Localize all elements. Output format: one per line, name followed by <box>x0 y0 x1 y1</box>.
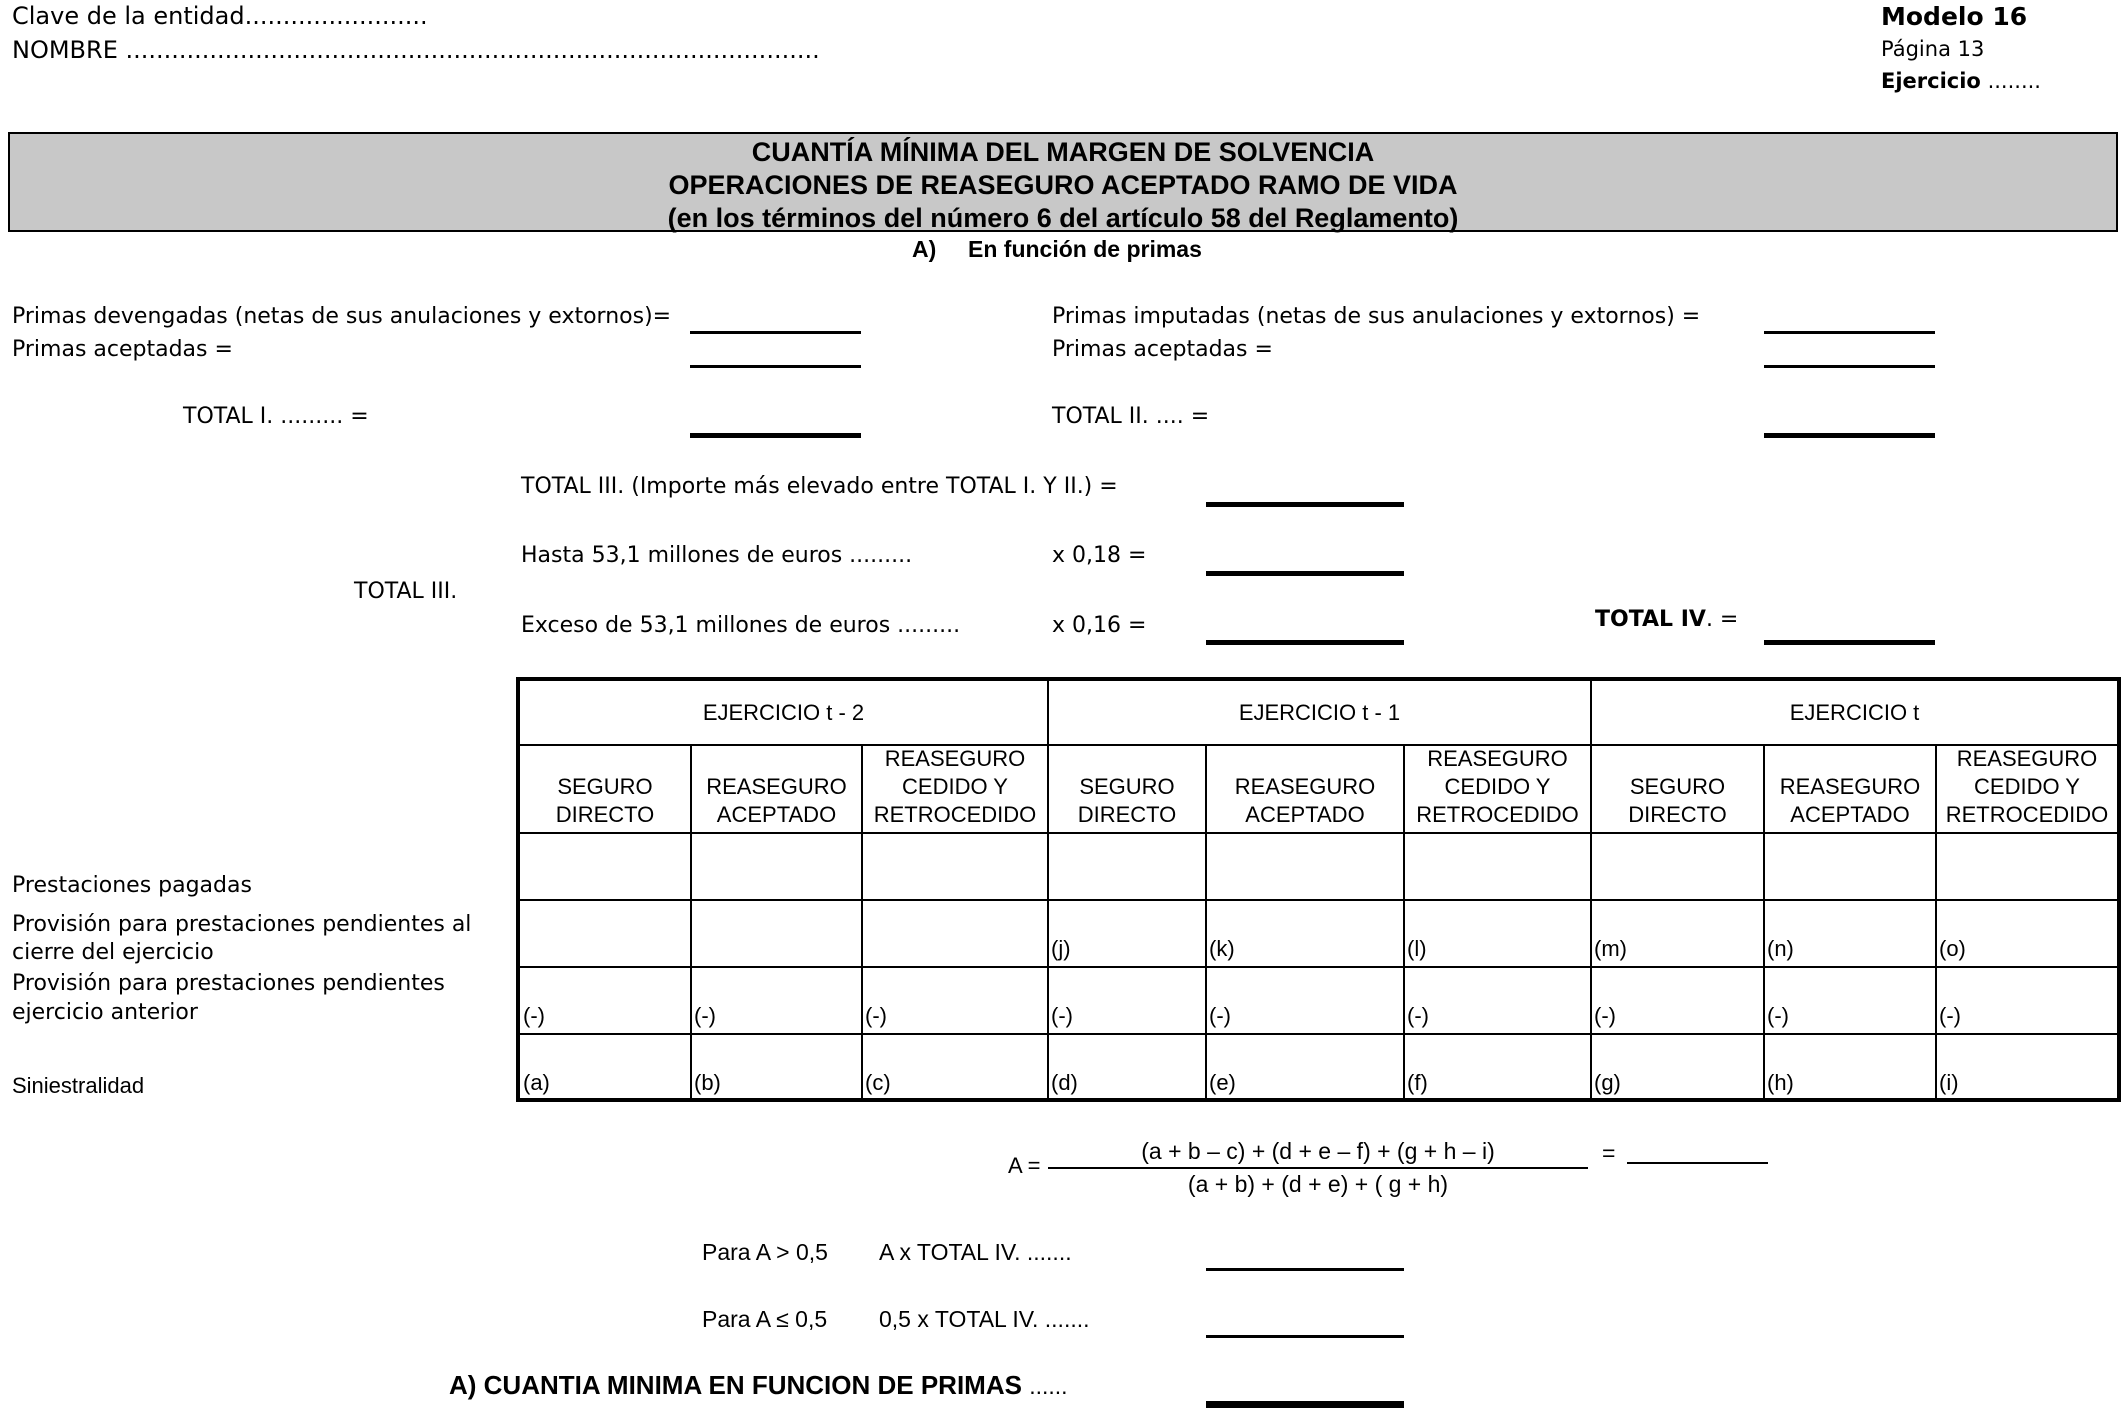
col-reaseguro-aceptado-t <box>1765 773 1935 829</box>
ejercicio-dots: ........ <box>1987 69 2041 93</box>
hasta-label: Hasta 53,1 millones de euros ......... <box>521 543 913 568</box>
nombre-field: NOMBRE ........................................................................................... <box>12 36 820 64</box>
tag-g: (g) <box>1594 1070 1621 1095</box>
tag-f: (f) <box>1407 1070 1428 1095</box>
table-hline <box>520 744 2117 746</box>
formula-numerator: (a + b – c) + (d + e – f) + (g + h – i) <box>1141 1138 1495 1164</box>
primas-aceptadas-right-field[interactable] <box>1764 365 1935 368</box>
col-header-line: ACEPTADO <box>716 802 837 827</box>
cell-prestaciones-t-2-seguro[interactable] <box>520 834 690 899</box>
section-a-heading: En función de primas <box>968 236 1202 262</box>
primas-devengadas-label: Primas devengadas (netas de sus anulaciones y extornos)= <box>12 304 672 329</box>
primas-aceptadas-left-label: Primas aceptadas = <box>12 337 233 362</box>
final-cuantia-bold: A) CUANTIA MINIMA EN FUNCION DE PRIMAS <box>449 1370 1022 1400</box>
col-header-line: SEGURO <box>557 774 653 799</box>
table-hline <box>520 1033 2117 1035</box>
ejercicio-label <box>1881 69 2041 93</box>
primas-aceptadas-right-label: Primas aceptadas = <box>1052 337 1273 362</box>
group-header-t-1: EJERCICIO t - 1 <box>1238 700 1401 725</box>
ejercicio-bold: Ejercicio <box>1881 69 1981 93</box>
total-iv-label <box>1595 607 1738 632</box>
col-reaseguro-aceptado-t-1 <box>1207 773 1403 829</box>
col-header-line: REASEGURO <box>1956 746 2098 771</box>
total-i-field[interactable] <box>690 433 861 438</box>
final-cuantia-field[interactable] <box>1206 1401 1404 1408</box>
cell-prestaciones-t-1-aceptado[interactable] <box>1207 834 1403 899</box>
total-iv-bold: TOTAL IV <box>1595 607 1706 632</box>
col-reaseguro-aceptado-t-2 <box>692 773 861 829</box>
col-header-line: DIRECTO <box>1077 802 1177 827</box>
col-header-line: ACEPTADO <box>1790 802 1910 827</box>
row-label-provision-cierre-2: cierre del ejercicio <box>12 940 214 965</box>
col-seguro-directo-t-2 <box>520 773 690 829</box>
total-iii-side-label: TOTAL III. <box>354 579 458 604</box>
col-header-line: ACEPTADO <box>1245 802 1365 827</box>
row-label-prestaciones: Prestaciones pagadas <box>12 873 252 898</box>
col-header-line: RETROCEDIDO <box>1416 802 1579 827</box>
col-header-line: REASEGURO <box>1427 746 1568 771</box>
col-header-line: REASEGURO <box>706 774 847 799</box>
exceso-label: Exceso de 53,1 millones de euros ......... <box>521 613 961 638</box>
col-header-line: DIRECTO <box>1628 802 1727 827</box>
total-iv-rest: . = <box>1705 607 1739 632</box>
total-iii-label: TOTAL III. (Importe más elevado entre TOTAL I. Y II.) = <box>521 474 1118 499</box>
final-cuantia-label <box>449 1370 1068 1401</box>
cell-prestaciones-t-2-cedido[interactable] <box>863 834 1047 899</box>
total-iii-field[interactable] <box>1206 502 1404 507</box>
primas-aceptadas-left-field[interactable] <box>690 365 861 368</box>
tag-o: (o) <box>1939 936 1966 961</box>
tag-minus: (-) <box>1407 1003 1429 1028</box>
primas-imputadas-label: Primas imputadas (netas de sus anulaciones y extornos) = <box>1052 304 1701 329</box>
col-header-line: CEDIDO Y <box>902 774 1008 799</box>
tag-n: (n) <box>1767 936 1794 961</box>
tag-l: (l) <box>1407 936 1427 961</box>
col-header-line: REASEGURO <box>884 746 1026 771</box>
tag-m: (m) <box>1594 936 1627 961</box>
formula-result-field[interactable] <box>1627 1162 1768 1164</box>
tag-a: (a) <box>523 1070 550 1095</box>
total-iv-field[interactable] <box>1764 640 1935 645</box>
cond-le-expr: 0,5 x TOTAL IV. ....... <box>879 1306 1090 1332</box>
col-seguro-directo-t-1 <box>1049 773 1205 829</box>
tag-minus: (-) <box>1594 1003 1616 1028</box>
tag-minus: (-) <box>694 1003 716 1028</box>
cell-prestaciones-t-1-cedido[interactable] <box>1405 834 1590 899</box>
tag-h: (h) <box>1767 1070 1794 1095</box>
clave-entidad: Clave de la entidad........................ <box>12 2 428 30</box>
banner-line-2: OPERACIONES DE REASEGURO ACEPTADO RAMO DE VIDA <box>668 170 1458 200</box>
col-header-line: DIRECTO <box>555 802 655 827</box>
group-header-t: EJERCICIO t <box>1789 700 1920 725</box>
exceso-factor: x 0,16 = <box>1052 613 1147 638</box>
tag-minus: (-) <box>1051 1003 1073 1028</box>
col-header-line: RETROCEDIDO <box>873 802 1037 827</box>
cond-le-label: Para A ≤ 0,5 <box>702 1306 828 1332</box>
tag-minus: (-) <box>523 1003 545 1028</box>
col-header-line: REASEGURO <box>1779 774 1921 799</box>
cell-prestaciones-t-2-aceptado[interactable] <box>692 834 861 899</box>
section-a-letter: A) <box>912 236 937 262</box>
formula-label: A = <box>1008 1153 1041 1178</box>
tag-k: (k) <box>1209 936 1235 961</box>
group-header-t-2: EJERCICIO t - 2 <box>702 700 865 725</box>
row-label-provision-anterior-2: ejercicio anterior <box>12 1000 198 1025</box>
tag-minus: (-) <box>1939 1003 1961 1028</box>
table-hline <box>520 966 2117 968</box>
total-ii-field[interactable] <box>1764 433 1935 438</box>
formula-equals: = <box>1602 1140 1616 1166</box>
tag-e: (e) <box>1209 1070 1236 1095</box>
pagina-label: Página 13 <box>1881 37 1985 61</box>
col-header-line: CEDIDO Y <box>1974 774 2080 799</box>
tag-c: (c) <box>865 1070 891 1095</box>
tag-j: (j) <box>1051 936 1071 961</box>
col-header-line: RETROCEDIDO <box>1945 802 2109 827</box>
cond-gt-field[interactable] <box>1206 1268 1404 1271</box>
tag-minus: (-) <box>865 1003 887 1028</box>
col-header-line: SEGURO <box>1629 774 1726 799</box>
col-header-line: CEDIDO Y <box>1444 774 1551 799</box>
hasta-factor: x 0,18 = <box>1052 543 1147 568</box>
cell-prestaciones-t-1-seguro[interactable] <box>1049 834 1205 899</box>
formula-denominator: (a + b) + (d + e) + ( g + h) <box>1187 1171 1449 1197</box>
cond-le-field[interactable] <box>1206 1335 1404 1338</box>
table-hline <box>520 899 2117 901</box>
col-reaseguro-cedido-t-2 <box>863 745 1047 829</box>
banner-line-1: CUANTÍA MÍNIMA DEL MARGEN DE SOLVENCIA <box>751 137 1375 167</box>
cell-prestaciones-t-cedido[interactable] <box>1937 834 2117 899</box>
total-i-label: TOTAL I. ......... = <box>183 404 369 429</box>
row-label-provision-anterior-1: Provisión para prestaciones pendientes <box>12 971 445 996</box>
col-header-line: REASEGURO <box>1234 774 1376 799</box>
col-reaseguro-cedido-t-1 <box>1405 745 1590 829</box>
row-label-siniestralidad: Siniestralidad <box>12 1073 145 1098</box>
total-ii-label: TOTAL II. .... = <box>1052 404 1210 429</box>
cell-prestaciones-t-seguro[interactable] <box>1592 834 1763 899</box>
cond-gt-expr: A x TOTAL IV. ....... <box>879 1239 1072 1265</box>
tag-minus: (-) <box>1209 1003 1231 1028</box>
final-cuantia-dots: ...... <box>1029 1373 1068 1399</box>
primas-devengadas-field[interactable] <box>690 331 861 334</box>
banner-line-3: (en los términos del número 6 del artículo 58 del Reglamento) <box>667 203 1459 233</box>
tag-b: (b) <box>694 1070 721 1095</box>
col-reaseguro-cedido-t <box>1937 745 2117 829</box>
tag-i: (i) <box>1939 1070 1959 1095</box>
row-label-provision-cierre-1: Provisión para prestaciones pendientes al <box>12 912 472 937</box>
col-header-line: SEGURO <box>1079 774 1175 799</box>
exceso-field[interactable] <box>1206 640 1404 645</box>
hasta-field[interactable] <box>1206 571 1404 576</box>
tag-d: (d) <box>1051 1070 1078 1095</box>
tag-minus: (-) <box>1767 1003 1789 1028</box>
col-seguro-directo-t <box>1592 773 1763 829</box>
modelo-label: Modelo 16 <box>1881 2 2028 31</box>
cond-gt-label: Para A > 0,5 <box>702 1239 828 1265</box>
siniestralidad-table <box>516 677 2121 1102</box>
formula-fraction-bar <box>1048 1167 1588 1169</box>
title-banner <box>8 132 2118 232</box>
cell-prestaciones-t-aceptado[interactable] <box>1765 834 1935 899</box>
primas-imputadas-field[interactable] <box>1764 331 1935 334</box>
